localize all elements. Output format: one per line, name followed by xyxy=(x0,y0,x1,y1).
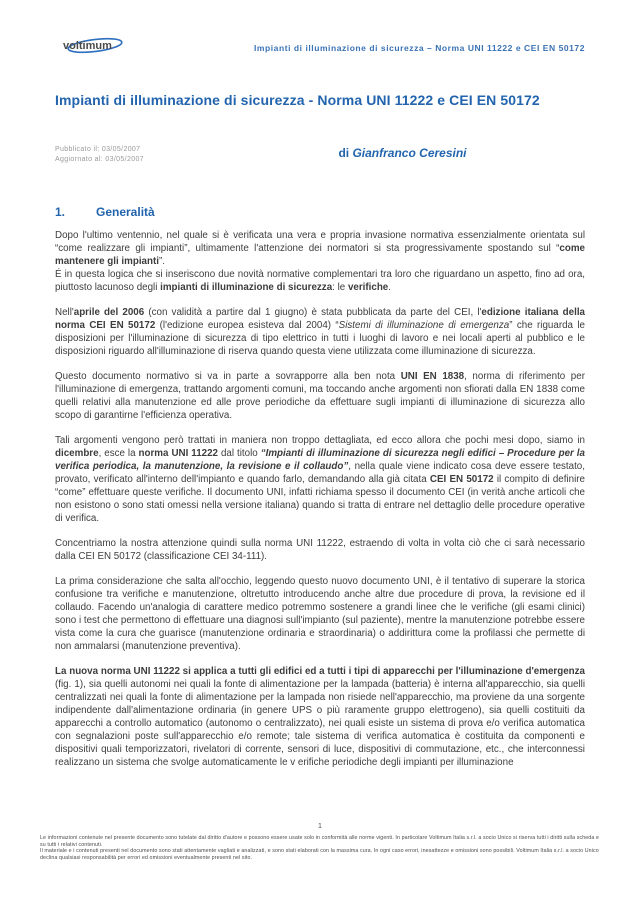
paragraph xyxy=(55,665,585,769)
text-run: (con validità a partire dal 1 giugno) è stata pubblicata da parte del CEI, l' xyxy=(144,307,482,318)
text-run: dal titolo xyxy=(218,448,261,459)
published-date: Pubblicato il: 03/05/2007 xyxy=(55,146,141,153)
text-run: , nella quale viene indicato cosa deve essere testato, provato, verificato all'interno dell'impianto e quando farlo, demandando alla già citata xyxy=(55,461,585,485)
text-run: Tali argomenti vengono però trattati in maniera non troppo dettagliata, ed ecco allora che pochi mesi dopo, siamo in xyxy=(55,435,585,446)
author-name: Gianfranco Ceresini xyxy=(352,146,467,160)
section-number: 1. xyxy=(55,205,66,219)
updated-date: Aggiornato al: 03/05/2007 xyxy=(55,155,144,163)
text-run: É in questa logica che si inseriscono due novità normative complementari tra loro che riguardano un aspetto, fino ad ora, piuttosto lacunoso degli xyxy=(55,269,585,293)
paragraph xyxy=(55,537,585,563)
text-run: (l'edizione europea esisteva dal 2004) “ xyxy=(155,320,339,331)
text-run: dicembre xyxy=(55,448,99,459)
voltimum-logo-icon xyxy=(55,34,131,56)
text-run: ” che riguarda le disposizioni per l'illuminazione di sicurezza di tipo elettrico in tutti i luoghi di lavoro e nei locali aperti al pubblico e le disposizioni riguardo all'illuminazione di riserva quando questa viene utilizzata come illuminazione di sicurezza. xyxy=(55,320,585,357)
text-run: come mantenere gli impianti xyxy=(55,243,585,267)
section-heading xyxy=(55,205,155,219)
paragraph xyxy=(55,575,585,653)
text-run: Nell' xyxy=(55,307,74,318)
text-run: (fig. 1), sia quelli autonomi nei quali la fonte di alimentazione per la lampada (batteria) è interna all'apparecchio, sia quelli centralizzati nei quali la fonte di alimentazione per la lampada non risiede nell'apparecchio, ma proviene da una sorgente indipendente dall'alimentazione ordinaria (in genere UPS o più raramente gruppo elettrogeno), sia quelli costituiti da apparecchi a controllo automatico (autonomo o centralizzato), nei quali esiste un sistema di prova e/o verifica automatica con segnalazioni poste sull'apparecchio e/o remote; tale sistema di verifica automatica è costituita da componenti e dispositivi quali temporizzatori, rivelatori di corrente, sensori di luce, dispositivi di commutazione, etc., che interconnessi realizzano un sistema che svolge automaticamente le v erifiche periodiche degli impianti per illuminazione xyxy=(55,679,585,768)
paragraph xyxy=(55,434,585,525)
text-run: La nuova norma UNI 11222 si applica a tutti gli edifici ed a tutti i tipi di apparecchi per l'illuminazione d'emergenza xyxy=(55,666,585,677)
text-run: CEI EN 50172 xyxy=(429,474,494,485)
text-run: impianti di illuminazione di sicurezza xyxy=(160,282,333,293)
text-run: “Impianti di illuminazione di sicurezza negli edifici – Procedure per la verifica periodica, la manutenzione, la revisione e il collaudo” xyxy=(55,448,585,472)
text-run: ”. xyxy=(158,256,165,267)
paragraph xyxy=(55,229,585,294)
text-run: La prima considerazione che salta all'occhio, leggendo questo nuovo documento UNI, è il tentativo di superare la storica confusione tra verifiche e manutenzione, oltretutto introducendo anche altre due procedure di prova, la revisione ed il collaudo. Facendo un'analogia di carattere medico potremmo sostenere a grandi linee che le verifiche (gli esami clinici) sono i test che permettono di effettuare una diagnosi sull'impianto (sul paziente), mentre la manutenzione potrebbe essere vista come la cura che guarisce (manutenzione ordinaria e straordinaria) o addirittura come la profilassi che permette di non ammalarsi (manutenzione preventiva). xyxy=(55,576,585,652)
byline-prefix: di xyxy=(338,146,353,160)
disclaimer-line: Il materiale e i contenuti presenti nel documento sono stati attentamente vagliati e analizzati, e sono stati elaborati con la massima cura. In ogni caso errori, inesattezze e omissioni sono possibili. Voltimum Italia s.r.l. a socio Unico declina qualsiasi responsabilità per errori ed omissioni eventualmente presenti nel sito. xyxy=(40,848,599,861)
article-title: Impianti di illuminazione di sicurezza - Norma UNI 11222 e CEI EN 50172 xyxy=(55,92,540,108)
text-run: , norma di riferimento per l'illuminazione di emergenza, trattando argomenti comuni, ma toccando anche argomenti non sfiorati dalla EN 1838 come quelli relativi alla manutenzione ed alle prove periodiche da effettuare sugli impianti di illuminazione di sicurezza allo scopo di garantirne l'efficienza operativa. xyxy=(55,371,585,421)
text-run: Questo documento normativo si va in parte a sovrapporre alla ben nota xyxy=(55,371,401,382)
article-meta xyxy=(55,145,585,164)
article-body xyxy=(55,229,585,827)
text-run: Dopo l'ultimo ventennio, nel quale si è verificata una vera e propria invasione normativa essenzialmente orientata sul “come realizzare gli impianti”, ultimamente l'attenzione dei normatori si sta progressivamente spostando sul “ xyxy=(55,230,585,254)
logo-text: voltimum xyxy=(63,40,112,52)
page-header xyxy=(55,34,585,61)
voltimum-logo xyxy=(55,34,131,61)
text-run: UNI EN 1838 xyxy=(400,371,465,382)
paragraph xyxy=(55,370,585,422)
running-header-title: Impianti di illuminazione di sicurezza – Norma UNI 11222 e CEI EN 50172 xyxy=(254,43,585,53)
text-run: : le xyxy=(332,282,348,293)
text-run: verifiche xyxy=(347,282,389,293)
section-title: Generalità xyxy=(96,205,155,219)
text-run: Sistemi di illuminazione di emergenza xyxy=(338,320,510,331)
text-run: il compito di definire “come” effettuare queste verifiche. Il documento UNI, infatti richiama spesso il documento CEI (in verità anche articoli che non esistono o sono stati omessi nella versione italiana) quando si tratta di entrare nel dettaglio delle procedure operative di verifica. xyxy=(55,474,585,524)
byline xyxy=(220,146,585,164)
text-run: edizione italiana della norma CEI EN 50172 xyxy=(55,307,585,331)
paragraph xyxy=(55,306,585,358)
publication-dates xyxy=(55,145,220,164)
text-run: . xyxy=(388,282,391,293)
footer-disclaimer xyxy=(40,835,604,861)
text-run: , esce la xyxy=(98,448,139,459)
text-run: aprile del 2006 xyxy=(73,307,145,318)
page-number: 1 xyxy=(317,821,323,830)
disclaimer-line: Le informazioni contenute nel presente documento sono tutelate dal diritto d'autore e possono essere usate solo in conformità alle norme vigenti. In particolare Voltimum Italia s.r.l. a socio Unico si riserva tutti i diritti sulla scheda e su tutti i relativi contenuti. xyxy=(40,835,599,848)
text-run: norma UNI 11222 xyxy=(138,448,218,459)
text-run: Concentriamo la nostra attenzione quindi sulla norma UNI 11222, estraendo di volta in volta ciò che ci sarà necessario dalla CEI EN 50172 (classificazione CEI 34-111). xyxy=(55,538,585,562)
